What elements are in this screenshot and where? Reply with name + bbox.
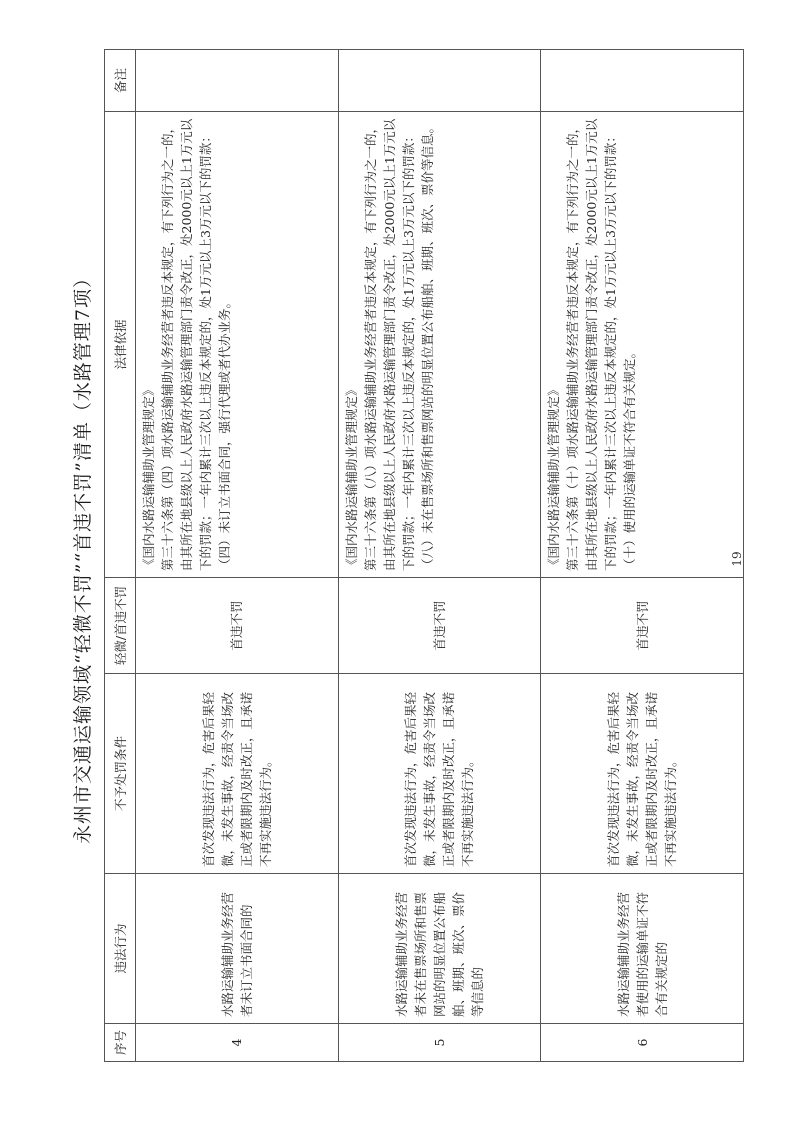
- table-row: [136, 50, 339, 1062]
- basis-body: 第三十六条第（四）项水路运输辅助业务经营者违反本规定，有下列行为之一的，由其所在地县级以上人民政府水路运输管理部门责令改正，处2000元以上1万元以下的罚款；一年内累计三次以上违反本规定的，处1万元以上3万元以下的罚款：（四）未订立书面合同，强行代理或者代办业务。: [160, 118, 232, 571]
- row-behavior: 水路运输辅助业务经营者未订立书面合同的: [136, 874, 339, 1024]
- row-behavior: 水路运输辅助业务经营者使用的运输单证不符合有关规定的: [541, 874, 744, 1024]
- row-remark: [541, 50, 744, 112]
- row-basis: [541, 112, 744, 578]
- row-condition: 首次发现违法行为，危害后果轻微，未发生事故，经责令当场改正或者限期内及时改正，且承诺不再实施违法行为。: [136, 674, 339, 874]
- basis-body: 第三十六条第（八）项水路运输辅助业务经营者违反本规定，有下列行为之一的，由其所在地县级以上人民政府水路运输管理部门责令改正，处2000元以上1万元以下的罚款；一年内累计三次以上违反本规定的，处1万元以上3万元以下的罚款：（八）未在售票场所和售票网站的明显位置公布船舶、班期、班次、票价等信息。: [362, 118, 435, 571]
- row-behavior: 水路运输辅助业务经营者未在售票场所和售票网站的明显位置公布船舶、班期、班次、票价等信息的: [338, 874, 541, 1024]
- table-row: [541, 50, 744, 1062]
- row-no: 5: [338, 1024, 541, 1062]
- row-remark: [338, 50, 541, 112]
- row-no: 4: [136, 1024, 339, 1062]
- row-mode: 首违不罚: [541, 578, 744, 674]
- row-mode: 首违不罚: [136, 578, 339, 674]
- row-no: 6: [541, 1024, 744, 1062]
- row-basis: [338, 112, 541, 578]
- basis-title: 《国内水路运输辅助业管理规定》: [141, 383, 156, 571]
- basis-body: 第三十六条第（十）项水路运输辅助业务经营者违反本规定，有下列行为之一的，由其所在地县级以上人民政府水路运输管理部门责令改正，处2000元以上1万元以下的罚款；一年内累计三次以上违反本规定的，处1万元以上3万元以下的罚款：（十）使用的运输单证不符合有关规定。: [565, 118, 638, 571]
- basis-title: 《国内水路运输辅助业管理规定》: [343, 383, 359, 571]
- row-basis: [136, 112, 339, 578]
- row-condition: 首次发现违法行为，危害后果轻微，未发生事故，经责令当场改正或者限期内及时改正，且承诺不再实施违法行为。: [338, 674, 541, 874]
- header-behavior: 违法行为: [105, 874, 136, 1024]
- header-no: 序号: [105, 1024, 136, 1062]
- header-remark: 备注: [105, 50, 136, 112]
- page-title: 永州市交通运输领域“轻微不罚”“首违不罚”清单（水路管理7项）: [72, 268, 94, 844]
- header-basis: 法律依据: [105, 112, 136, 578]
- row-mode: 首违不罚: [338, 578, 541, 674]
- basis-title: 《国内水路运输辅助业管理规定》: [546, 383, 562, 571]
- penalty-list-table: [104, 49, 744, 1062]
- rotated-page: [62, 50, 744, 1062]
- page-number: 19: [730, 551, 744, 567]
- table-row: [338, 50, 541, 1062]
- header-condition: 不予处罚条件: [105, 674, 136, 874]
- table-header-row: [105, 50, 136, 1062]
- row-remark: [136, 50, 339, 112]
- header-mode: 轻微/首违不罚: [105, 578, 136, 674]
- row-condition: 首次发现违法行为，危害后果轻微，未发生事故，经责令当场改正或者限期内及时改正，且承诺不再实施违法行为。: [541, 674, 744, 874]
